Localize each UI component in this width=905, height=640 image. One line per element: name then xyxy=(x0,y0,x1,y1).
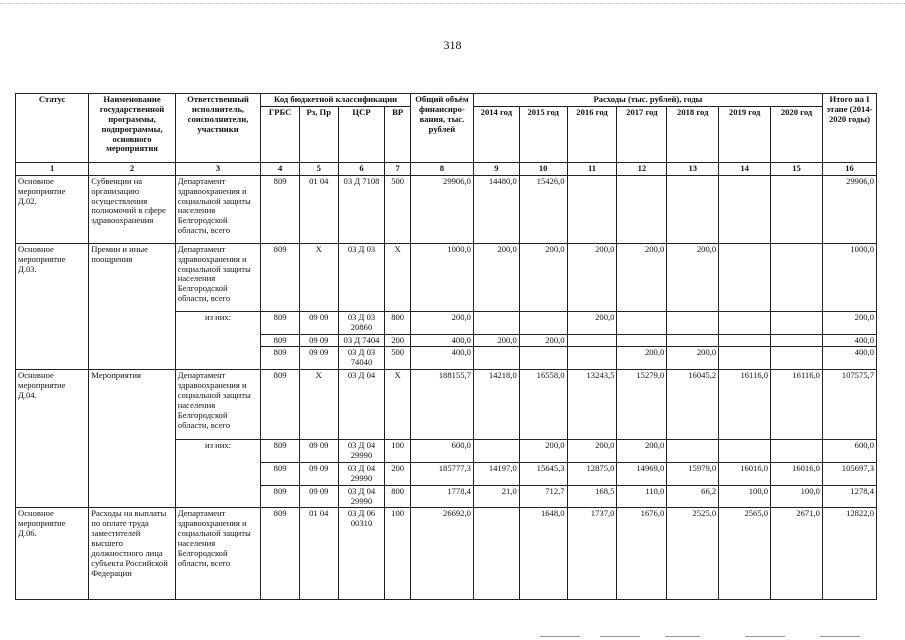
rzpr-cell: Х xyxy=(299,243,338,311)
table-row xyxy=(16,370,877,440)
col-2014-header: 2014 год xyxy=(473,106,519,162)
rzpr-cell: 01 04 xyxy=(299,508,338,600)
y2016-cell xyxy=(567,175,617,243)
y2017-cell: 200,0 xyxy=(617,440,667,463)
y2018-cell: 200,0 xyxy=(667,347,719,370)
col-number: 9 xyxy=(473,162,519,175)
scan-top-edge xyxy=(0,0,905,4)
table-row xyxy=(16,243,877,311)
itogo-cell: 12822,0 xyxy=(822,508,876,600)
total-cell: 29906,0 xyxy=(410,175,473,243)
y2014-cell: 21,0 xyxy=(473,485,519,508)
responsible-cell: Департамент здравоохранения и социальной защиты населения Белгородской области, всего xyxy=(175,370,260,440)
itogo-cell: 105697,3 xyxy=(822,462,876,485)
y2018-cell: 15979,0 xyxy=(667,462,719,485)
col-2018-header: 2018 год xyxy=(667,106,719,162)
y2016-cell: 1737,0 xyxy=(567,508,617,600)
rzpr-cell: Х xyxy=(299,370,338,440)
col-number: 10 xyxy=(519,162,567,175)
csr-cell: 03 Д 03 20860 xyxy=(338,311,385,334)
col-expenses-header: Расходы (тыс. рублей), годы xyxy=(473,94,822,107)
rzpr-cell: 09 09 xyxy=(299,440,338,463)
y2014-cell: 14480,0 xyxy=(473,175,519,243)
vr-cell: 800 xyxy=(385,485,410,508)
responsible-cell: Департамент здравоохранения и социальной защиты населения Белгородской области, всего xyxy=(175,175,260,243)
y2015-cell xyxy=(519,311,567,334)
y2014-cell: 14197,0 xyxy=(473,462,519,485)
grbs-cell: 809 xyxy=(261,311,300,334)
status-cell: Основное мероприятие Д.03. xyxy=(16,243,89,369)
col-number: 7 xyxy=(385,162,410,175)
y2016-cell: 12875,0 xyxy=(567,462,617,485)
y2018-cell: 16045,2 xyxy=(667,370,719,440)
y2015-cell: 15426,0 xyxy=(519,175,567,243)
csr-cell: 03 Д 7404 xyxy=(338,334,385,347)
csr-cell: 03 Д 04 29990 xyxy=(338,440,385,463)
y2017-cell: 15279,0 xyxy=(617,370,667,440)
col-2015-header: 2015 год xyxy=(519,106,567,162)
y2017-cell xyxy=(617,311,667,334)
responsible-cell: Департамент здравоохранения и социальной защиты населения Белгородской области, всего xyxy=(175,243,260,311)
total-cell: 600,0 xyxy=(410,440,473,463)
y2016-cell: 168,5 xyxy=(567,485,617,508)
total-cell: 400,0 xyxy=(410,347,473,370)
y2018-cell xyxy=(667,440,719,463)
col-rzpr-header: Рз, Пр xyxy=(299,106,338,162)
col-vr-header: ВР xyxy=(385,106,410,162)
total-cell: 1000,0 xyxy=(410,243,473,311)
y2016-cell: 200,0 xyxy=(567,243,617,311)
responsible-cell: из них: xyxy=(175,311,260,369)
itogo-cell: 400,0 xyxy=(822,347,876,370)
y2020-cell xyxy=(771,334,823,347)
col-2020-header: 2020 год xyxy=(771,106,823,162)
rzpr-cell: 09 09 xyxy=(299,462,338,485)
grbs-cell: 809 xyxy=(261,347,300,370)
status-cell: Основное мероприятие Д.06. xyxy=(16,508,89,600)
responsible-cell: из них: xyxy=(175,440,260,508)
y2015-cell: 15645,3 xyxy=(519,462,567,485)
name-cell: Премии и иные поощрения xyxy=(89,243,176,369)
col-csr-header: ЦСР xyxy=(338,106,385,162)
y2014-cell xyxy=(473,440,519,463)
vr-cell: Х xyxy=(385,370,410,440)
grbs-cell: 809 xyxy=(261,485,300,508)
y2019-cell: 16016,0 xyxy=(719,462,771,485)
scan-bottom-mark xyxy=(540,636,580,637)
name-cell: Субвенции на организацию осуществления полномочий в сфере здравоохранения xyxy=(89,175,176,243)
total-cell: 185777,3 xyxy=(410,462,473,485)
table-row xyxy=(16,175,877,243)
csr-cell: 03 Д 04 29990 xyxy=(338,485,385,508)
scan-bottom-mark xyxy=(820,636,860,637)
total-cell: 1778,4 xyxy=(410,485,473,508)
grbs-cell: 809 xyxy=(261,243,300,311)
status-cell: Основное мероприятие Д.04. xyxy=(16,370,89,508)
y2019-cell: 100,0 xyxy=(719,485,771,508)
y2014-cell xyxy=(473,347,519,370)
y2017-cell xyxy=(617,175,667,243)
y2019-cell xyxy=(719,311,771,334)
y2019-cell xyxy=(719,334,771,347)
budget-table xyxy=(15,93,877,600)
vr-cell: 500 xyxy=(385,175,410,243)
y2015-cell: 200,0 xyxy=(519,440,567,463)
rzpr-cell: 09 09 xyxy=(299,347,338,370)
col-status-header: Статус xyxy=(16,94,89,163)
csr-cell: 03 Д 04 29990 xyxy=(338,462,385,485)
col-total-header: Общий объём финансиро-вания, тыс. рублей xyxy=(410,94,473,163)
vr-cell: 100 xyxy=(385,508,410,600)
vr-cell: 500 xyxy=(385,347,410,370)
grbs-cell: 809 xyxy=(261,462,300,485)
y2015-cell: 1648,0 xyxy=(519,508,567,600)
y2020-cell xyxy=(771,347,823,370)
y2017-cell: 1676,0 xyxy=(617,508,667,600)
vr-cell: 200 xyxy=(385,462,410,485)
y2014-cell: 200,0 xyxy=(473,243,519,311)
y2020-cell xyxy=(771,175,823,243)
y2014-cell xyxy=(473,311,519,334)
y2018-cell: 66,2 xyxy=(667,485,719,508)
col-grbs-header: ГРБС xyxy=(261,106,300,162)
col-2017-header: 2017 год xyxy=(617,106,667,162)
col-number: 6 xyxy=(338,162,385,175)
y2017-cell: 110,0 xyxy=(617,485,667,508)
csr-cell: 03 Д 03 xyxy=(338,243,385,311)
y2016-cell: 13243,5 xyxy=(567,370,617,440)
y2015-cell: 16558,0 xyxy=(519,370,567,440)
col-number: 15 xyxy=(771,162,823,175)
y2018-cell xyxy=(667,311,719,334)
y2017-cell: 14969,0 xyxy=(617,462,667,485)
scan-bottom-mark xyxy=(665,636,700,637)
table-row xyxy=(16,508,877,600)
y2017-cell: 200,0 xyxy=(617,243,667,311)
total-cell: 188155,7 xyxy=(410,370,473,440)
y2019-cell: 2565,0 xyxy=(719,508,771,600)
y2019-cell xyxy=(719,175,771,243)
col-number: 11 xyxy=(567,162,617,175)
y2019-cell xyxy=(719,347,771,370)
col-budget-code-header: Код бюджетной классификации xyxy=(261,94,411,107)
y2017-cell xyxy=(617,334,667,347)
responsible-cell: Департамент здравоохранения и социальной защиты населения Белгородской области, всего xyxy=(175,508,260,600)
itogo-cell: 200,0 xyxy=(822,311,876,334)
y2016-cell xyxy=(567,334,617,347)
header-row-1 xyxy=(16,94,877,107)
col-2019-header: 2019 год xyxy=(719,106,771,162)
grbs-cell: 809 xyxy=(261,175,300,243)
col-number: 14 xyxy=(719,162,771,175)
col-number: 16 xyxy=(822,162,876,175)
y2014-cell: 200,0 xyxy=(473,334,519,347)
y2016-cell: 200,0 xyxy=(567,440,617,463)
grbs-cell: 809 xyxy=(261,370,300,440)
y2019-cell: 16116,0 xyxy=(719,370,771,440)
y2015-cell: 712,7 xyxy=(519,485,567,508)
rzpr-cell: 09 09 xyxy=(299,485,338,508)
y2016-cell: 200,0 xyxy=(567,311,617,334)
name-cell: Мероприятия xyxy=(89,370,176,508)
col-name-header: Наименование государственной программы, подпрограммы, основного мероприятия xyxy=(89,94,176,163)
col-number: 5 xyxy=(299,162,338,175)
vr-cell: 200 xyxy=(385,334,410,347)
csr-cell: 03 Д 03 74040 xyxy=(338,347,385,370)
grbs-cell: 809 xyxy=(261,334,300,347)
y2014-cell: 14218,0 xyxy=(473,370,519,440)
y2019-cell xyxy=(719,440,771,463)
itogo-cell: 400,0 xyxy=(822,334,876,347)
y2020-cell xyxy=(771,311,823,334)
grbs-cell: 809 xyxy=(261,440,300,463)
col-number: 12 xyxy=(617,162,667,175)
y2014-cell xyxy=(473,508,519,600)
col-number: 2 xyxy=(89,162,176,175)
status-cell: Основное мероприятие Д.02. xyxy=(16,175,89,243)
vr-cell: 100 xyxy=(385,440,410,463)
y2018-cell xyxy=(667,334,719,347)
total-cell: 200,0 xyxy=(410,311,473,334)
y2018-cell: 2525,0 xyxy=(667,508,719,600)
y2015-cell xyxy=(519,347,567,370)
rzpr-cell: 01 04 xyxy=(299,175,338,243)
total-cell: 400,0 xyxy=(410,334,473,347)
y2015-cell: 200,0 xyxy=(519,334,567,347)
total-cell: 26692,0 xyxy=(410,508,473,600)
csr-cell: 03 Д 06 00310 xyxy=(338,508,385,600)
itogo-cell: 1000,0 xyxy=(822,243,876,311)
column-numbers-row xyxy=(16,162,877,175)
itogo-cell: 29906,0 xyxy=(822,175,876,243)
itogo-cell: 1278,4 xyxy=(822,485,876,508)
col-number: 3 xyxy=(175,162,260,175)
itogo-cell: 107575,7 xyxy=(822,370,876,440)
y2017-cell: 200,0 xyxy=(617,347,667,370)
y2015-cell: 200,0 xyxy=(519,243,567,311)
y2018-cell: 200,0 xyxy=(667,243,719,311)
grbs-cell: 809 xyxy=(261,508,300,600)
csr-cell: 03 Д 7108 xyxy=(338,175,385,243)
itogo-cell: 600,0 xyxy=(822,440,876,463)
y2020-cell xyxy=(771,243,823,311)
col-number: 1 xyxy=(16,162,89,175)
y2020-cell xyxy=(771,440,823,463)
y2020-cell: 16116,0 xyxy=(771,370,823,440)
page-number: 318 xyxy=(443,38,462,52)
scan-bottom-mark xyxy=(600,636,640,637)
rzpr-cell: 09 09 xyxy=(299,311,338,334)
vr-cell: Х xyxy=(385,243,410,311)
y2020-cell: 16016,0 xyxy=(771,462,823,485)
vr-cell: 800 xyxy=(385,311,410,334)
y2016-cell xyxy=(567,347,617,370)
col-2016-header: 2016 год xyxy=(567,106,617,162)
rzpr-cell: 09 09 xyxy=(299,334,338,347)
col-number: 8 xyxy=(410,162,473,175)
csr-cell: 03 Д 04 xyxy=(338,370,385,440)
scan-bottom-mark xyxy=(745,636,785,637)
y2018-cell xyxy=(667,175,719,243)
col-number: 4 xyxy=(261,162,300,175)
y2020-cell: 2671,0 xyxy=(771,508,823,600)
col-itogo-header: Итого на I этапе (2014-2020 годы) xyxy=(822,94,876,163)
name-cell: Расходы на выплаты по оплате труда заместителей высшего должностного лица субъекта Российской Федерации xyxy=(89,508,176,600)
y2019-cell xyxy=(719,243,771,311)
col-number: 13 xyxy=(667,162,719,175)
col-responsible-header: Ответственный исполнитель, соисполнители, участники xyxy=(175,94,260,163)
y2020-cell: 100,0 xyxy=(771,485,823,508)
